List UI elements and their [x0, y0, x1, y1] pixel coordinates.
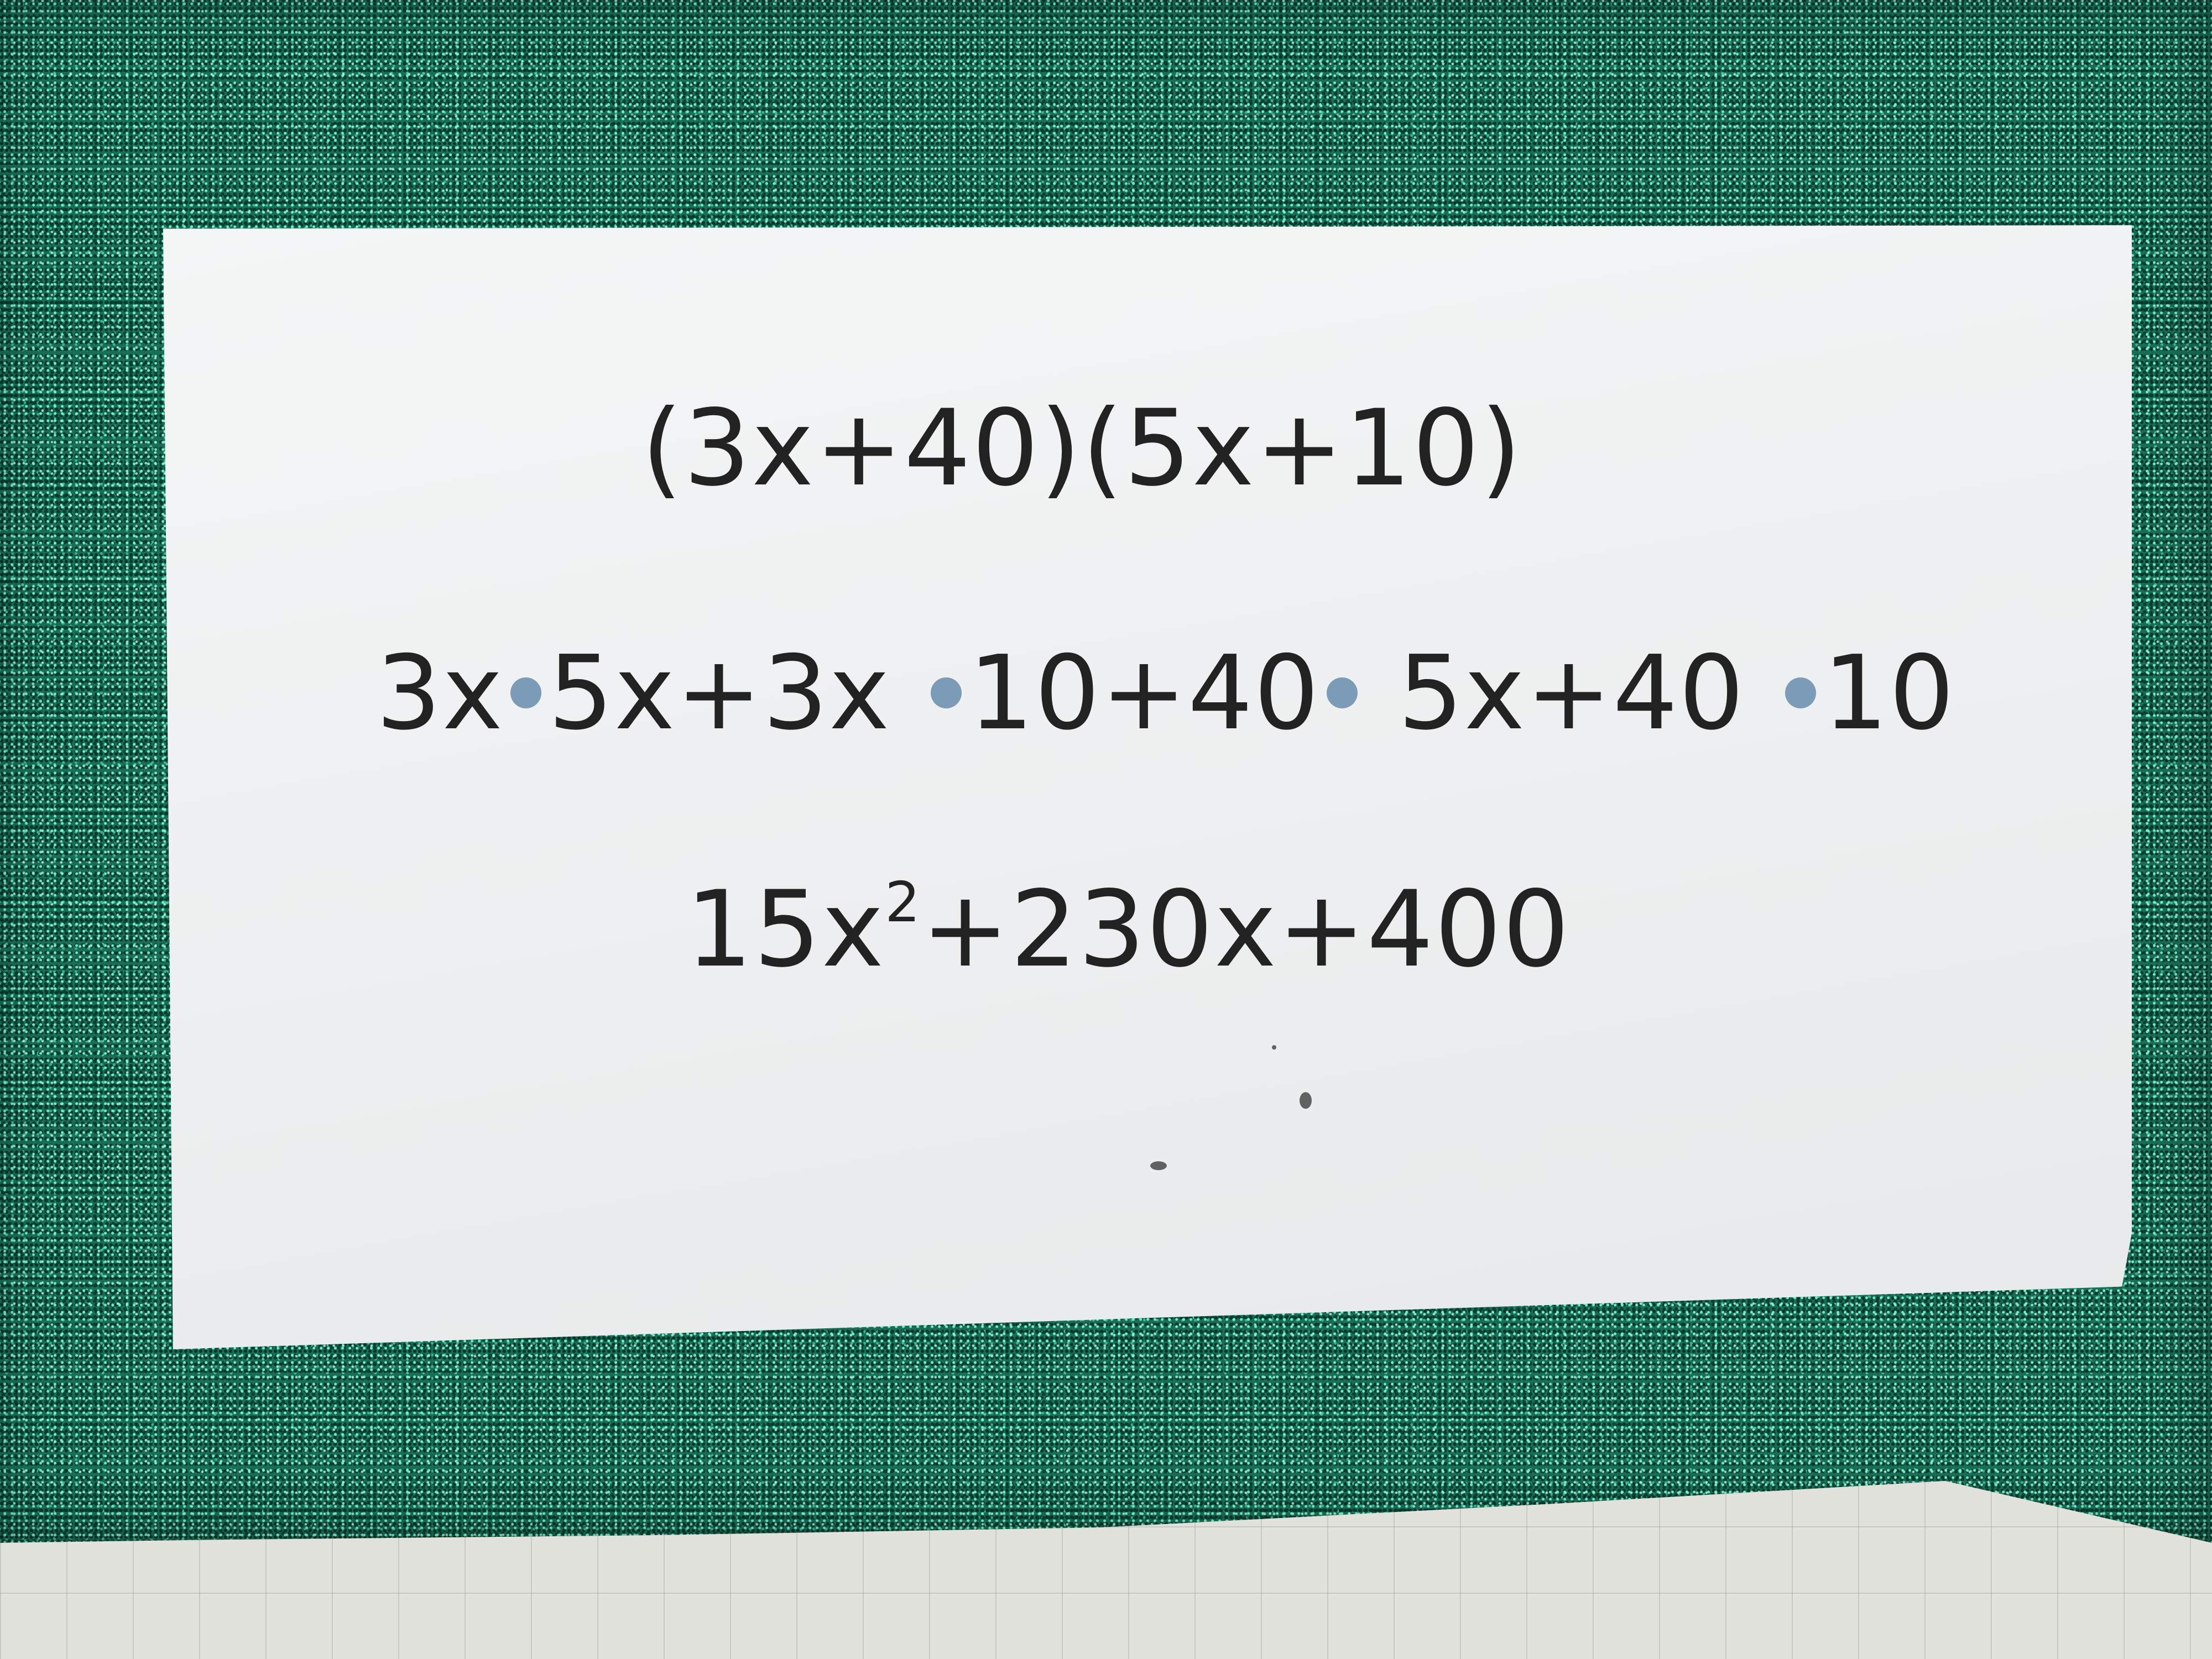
binomial-product: (3x+40)(5x+10) — [641, 387, 1523, 509]
foil-expansion — [376, 633, 1955, 753]
multiply-dot-icon — [1327, 677, 1358, 708]
simplified-trinomial — [686, 868, 1571, 990]
multiply-dot-icon — [1785, 677, 1816, 708]
ink-speck — [1300, 1092, 1312, 1109]
multiply-dot-icon — [931, 677, 962, 708]
term-10: 10 — [1823, 633, 1955, 753]
white-paper-card — [163, 188, 2132, 1349]
term-10-plus-40: 10+40 — [968, 633, 1321, 753]
exponent: 2 — [885, 870, 921, 935]
ink-speck — [1150, 1161, 1167, 1170]
multiply-dot-icon — [510, 677, 541, 708]
term-5x-plus-40: 5x+40 — [1398, 633, 1745, 753]
remaining-terms: +230x+400 — [921, 868, 1571, 990]
ink-speck — [1272, 1045, 1276, 1050]
leading-term: 15x — [686, 868, 885, 990]
term-5x-plus-3x: 5x+3x — [548, 633, 891, 753]
term-3x: 3x — [376, 633, 504, 753]
